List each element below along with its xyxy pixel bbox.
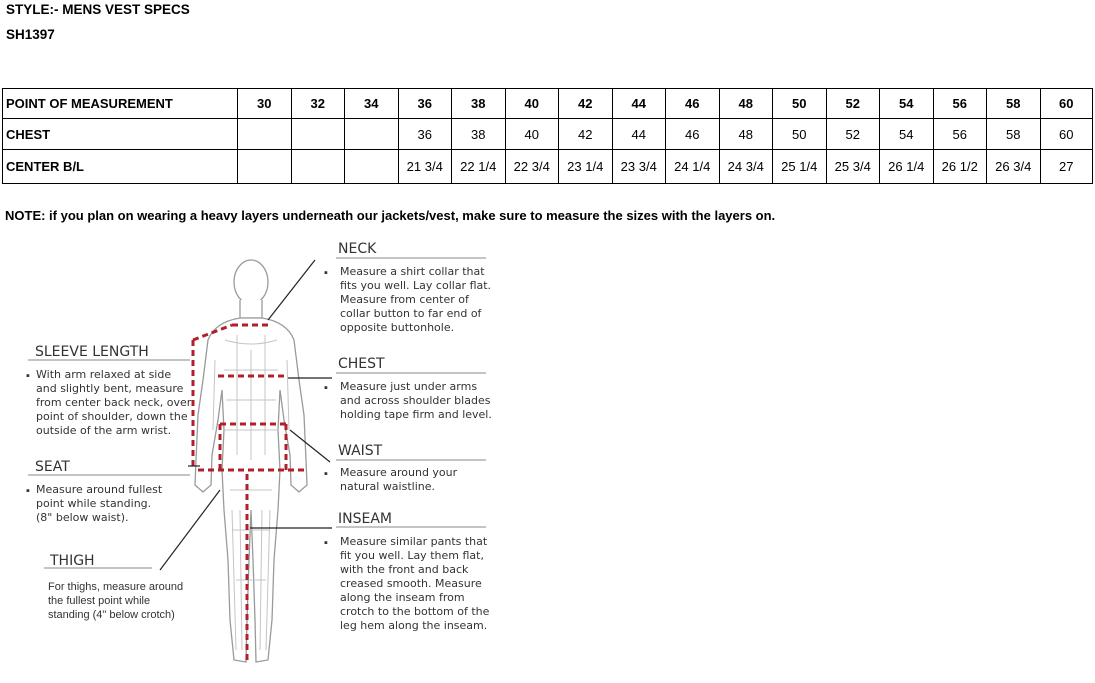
body-figure <box>195 260 307 662</box>
inseam-text: Measure similar pants that fit you well. Lay them flat, with the front and back creased smooth. Measure along the inseam from crotch to the bottom of the leg hem along the inseam. <box>340 535 490 632</box>
neck-title: NECK <box>338 241 377 257</box>
thigh-title: THIGH <box>50 553 95 569</box>
table-row-center-bl <box>3 150 1093 184</box>
inseam-title: INSEAM <box>338 511 392 527</box>
table-cell: 46 <box>666 119 720 150</box>
table-cell: 42 <box>559 119 613 150</box>
table-cell: 44 <box>612 119 666 150</box>
table-cell: 22 3/4 <box>505 150 559 184</box>
table-cell: 52 <box>826 119 880 150</box>
table-cell: 23 3/4 <box>612 150 666 184</box>
table-cell: 24 3/4 <box>719 150 773 184</box>
header-cell: 52 <box>826 89 880 119</box>
bullet-icon: ▪ <box>26 485 30 497</box>
header-cell: 32 <box>291 89 345 119</box>
bullet-icon: ▪ <box>324 382 328 394</box>
table-cell <box>345 119 399 150</box>
table-cell: 36 <box>398 119 452 150</box>
header-cell: 38 <box>452 89 506 119</box>
table-cell: 40 <box>505 119 559 150</box>
table-cell <box>238 150 292 184</box>
table-cell <box>345 150 399 184</box>
table-cell: 60 <box>1040 119 1093 150</box>
table-cell: 26 1/2 <box>933 150 987 184</box>
header-cell: 36 <box>398 89 452 119</box>
table-cell <box>238 119 292 150</box>
header-cell: 50 <box>773 89 827 119</box>
thigh-text: For thighs, measure around the fullest point while standing (4" below crotch) <box>48 581 184 621</box>
bullet-icon: ▪ <box>324 537 328 549</box>
header-cell: 58 <box>987 89 1041 119</box>
measurement-diagram <box>0 230 520 683</box>
bullet-icon: ▪ <box>324 468 328 480</box>
header-cell: 34 <box>345 89 399 119</box>
table-cell: 38 <box>452 119 506 150</box>
sleeve-title: SLEEVE LENGTH <box>35 344 149 360</box>
waist-title: WAIST <box>338 443 383 459</box>
table-cell <box>291 150 345 184</box>
header-cell: 56 <box>933 89 987 119</box>
chest-text: Measure just under arms and across shoulder blades holding tape firm and level. <box>340 380 492 421</box>
table-cell: 22 1/4 <box>452 150 506 184</box>
header-cell: 60 <box>1040 89 1093 119</box>
header-cell: 42 <box>559 89 613 119</box>
sleeve-text: With arm relaxed at side and slightly bent, measure from center back neck, over point of shoulder, down the outside of the arm wrist. <box>36 368 192 437</box>
seat-text: Measure around fullest point while standing. (8" below waist). <box>36 483 163 524</box>
bullet-icon: ▪ <box>324 267 328 279</box>
bullet-icon: ▪ <box>26 370 30 382</box>
table-cell: 26 3/4 <box>987 150 1041 184</box>
header-cell: 48 <box>719 89 773 119</box>
row-label: CENTER B/L <box>3 150 238 184</box>
table-row-chest <box>3 119 1093 150</box>
table-cell: 54 <box>880 119 934 150</box>
table-cell: 27 <box>1040 150 1093 184</box>
table-cell <box>291 119 345 150</box>
neck-text: Measure a shirt collar that fits you well. Lay collar flat. Measure from center of collar button to far end of opposite buttonhole. <box>340 265 492 334</box>
chest-title: CHEST <box>338 356 385 372</box>
waist-text: Measure around your natural waistline. <box>340 466 458 493</box>
layering-note: NOTE: if you plan on wearing a heavy layers underneath our jackets/vest, make sure to measure the sizes with the layers on. <box>5 208 776 223</box>
header-cell: POINT OF MEASUREMENT <box>3 89 238 119</box>
row-label: CHEST <box>3 119 238 150</box>
table-cell: 25 3/4 <box>826 150 880 184</box>
table-cell: 26 1/4 <box>880 150 934 184</box>
header-cell: 54 <box>880 89 934 119</box>
table-cell: 24 1/4 <box>666 150 720 184</box>
table-cell: 58 <box>987 119 1041 150</box>
header-cell: 40 <box>505 89 559 119</box>
table-cell: 50 <box>773 119 827 150</box>
header-cell: 46 <box>666 89 720 119</box>
header-cell: 44 <box>612 89 666 119</box>
style-code: SH1397 <box>6 27 55 42</box>
table-cell: 56 <box>933 119 987 150</box>
seat-title: SEAT <box>35 459 70 475</box>
style-title: STYLE:- MENS VEST SPECS <box>6 2 190 17</box>
table-cell: 23 1/4 <box>559 150 613 184</box>
table-header-row <box>3 89 1093 119</box>
table-cell: 25 1/4 <box>773 150 827 184</box>
table-cell: 21 3/4 <box>398 150 452 184</box>
table-cell: 48 <box>719 119 773 150</box>
header-cell: 30 <box>238 89 292 119</box>
size-spec-table <box>2 88 1093 184</box>
